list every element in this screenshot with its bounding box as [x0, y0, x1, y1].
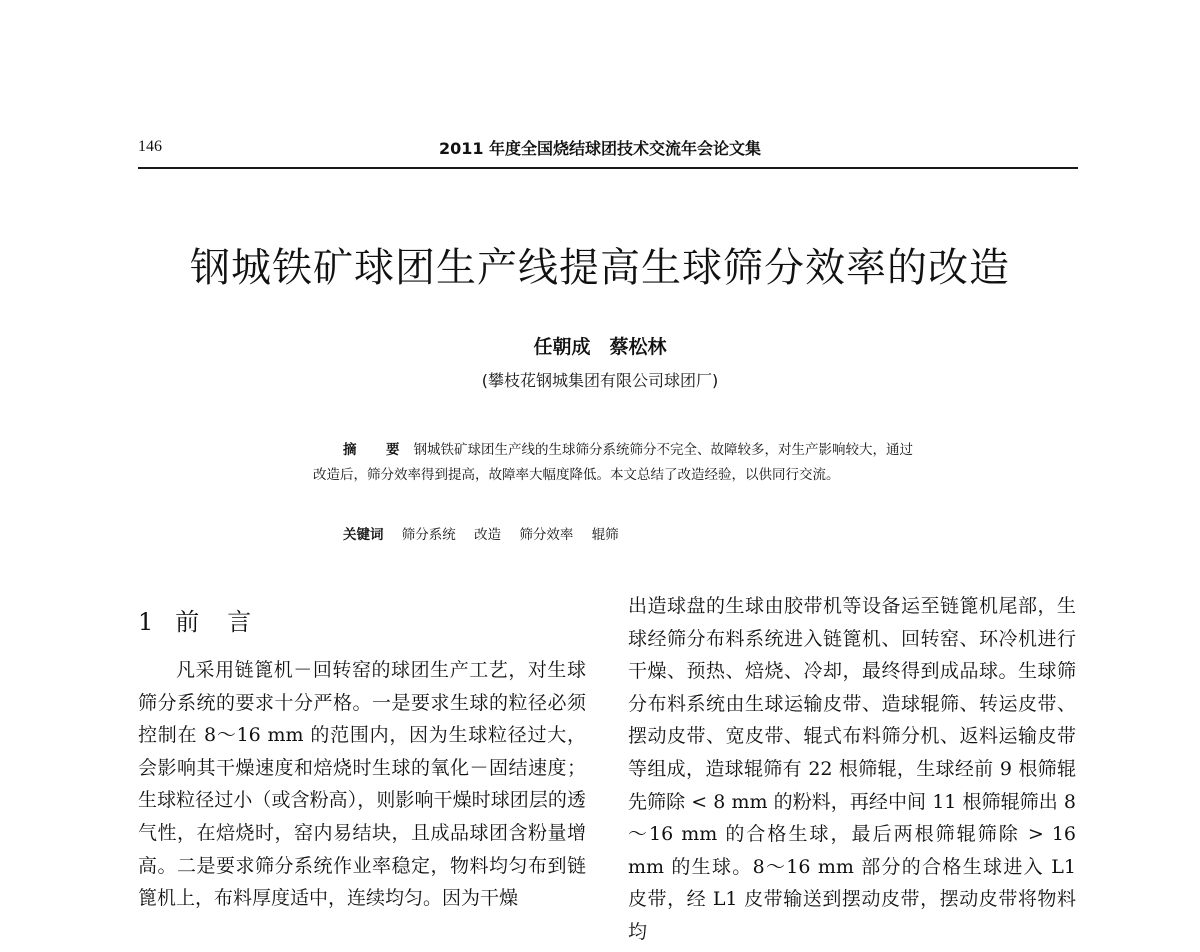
body-right-column: 出造球盘的生球由胶带机等设备运至链篦机尾部，生球经筛分布料系统进入链篦机、回转窑、环冷机进行干燥、预热、焙烧、冷却，最终得到成品球。生球筛分布料系统由生球运输皮带、造球辊筛、转运皮带、摆动皮带、宽皮带、辊式布料筛分机、返料运输皮带等组成，造球辊筛有 22 根筛辊，生球经前 9 根筛辊先筛除 < 8 mm 的粉料，再经中间 11 根筛辊筛出 8～16 mm 的合格生球，最后两根筛辊筛除 > 16 mm 的生球。8～16 mm 部分的合格生球进入 L1 皮带，经 L1 皮带输送到摆动皮带，摆动皮带将物料均 — [628, 595, 1076, 943]
authors: 任朝成 蔡松林 — [533, 336, 667, 358]
section-heading — [138, 602, 279, 637]
keyword: 筛分系统 — [401, 527, 456, 543]
header-rule — [138, 167, 1078, 169]
keyword: 筛分效率 — [519, 527, 574, 543]
section-number: 1 — [138, 608, 154, 636]
keyword: 辊筛 — [591, 527, 619, 543]
article-title: 钢城铁矿球团生产线提高生球筛分效率的改造 — [190, 245, 1010, 291]
keywords — [343, 523, 633, 543]
keyword: 改造 — [474, 527, 502, 543]
section-title: 前言 — [175, 608, 280, 636]
page-number: 146 — [138, 138, 162, 155]
abstract-text: 钢城铁矿球团生产线的生球筛分系统筛分不完全、故障较多，对生产影响较大，通过改造后，筛分效率得到提高，故障率大幅度降低。本文总结了改造经验，以供同行交流。 — [313, 442, 913, 483]
body-left-column: 凡采用链篦机－回转窑的球团生产工艺，对生球筛分系统的要求十分严格。一是要求生球的粒径必须控制在 8～16 mm 的范围内，因为生球粒径过大，会影响其干燥速度和焙烧时生球的氧化－固结速度；生球粒径过小（或含粉高），则影响干燥时球团层的透气性，在焙烧时，窑内易结块，且成品球团含粉量增高。二是要求筛分系统作业率稳定，物料均匀布到链篦机上，布料厚度适中，连续均匀。因为干燥 — [138, 659, 586, 910]
abstract-paragraph — [313, 438, 913, 488]
running-header: 2011 年度全国烧结球团技术交流年会论文集 — [438, 139, 762, 158]
abstract-label: 摘 要 — [343, 442, 408, 458]
affiliation: (攀枝花钢城集团有限公司球团厂) — [481, 371, 719, 390]
abstract — [313, 438, 913, 488]
keywords-label: 关键词 — [343, 527, 384, 543]
